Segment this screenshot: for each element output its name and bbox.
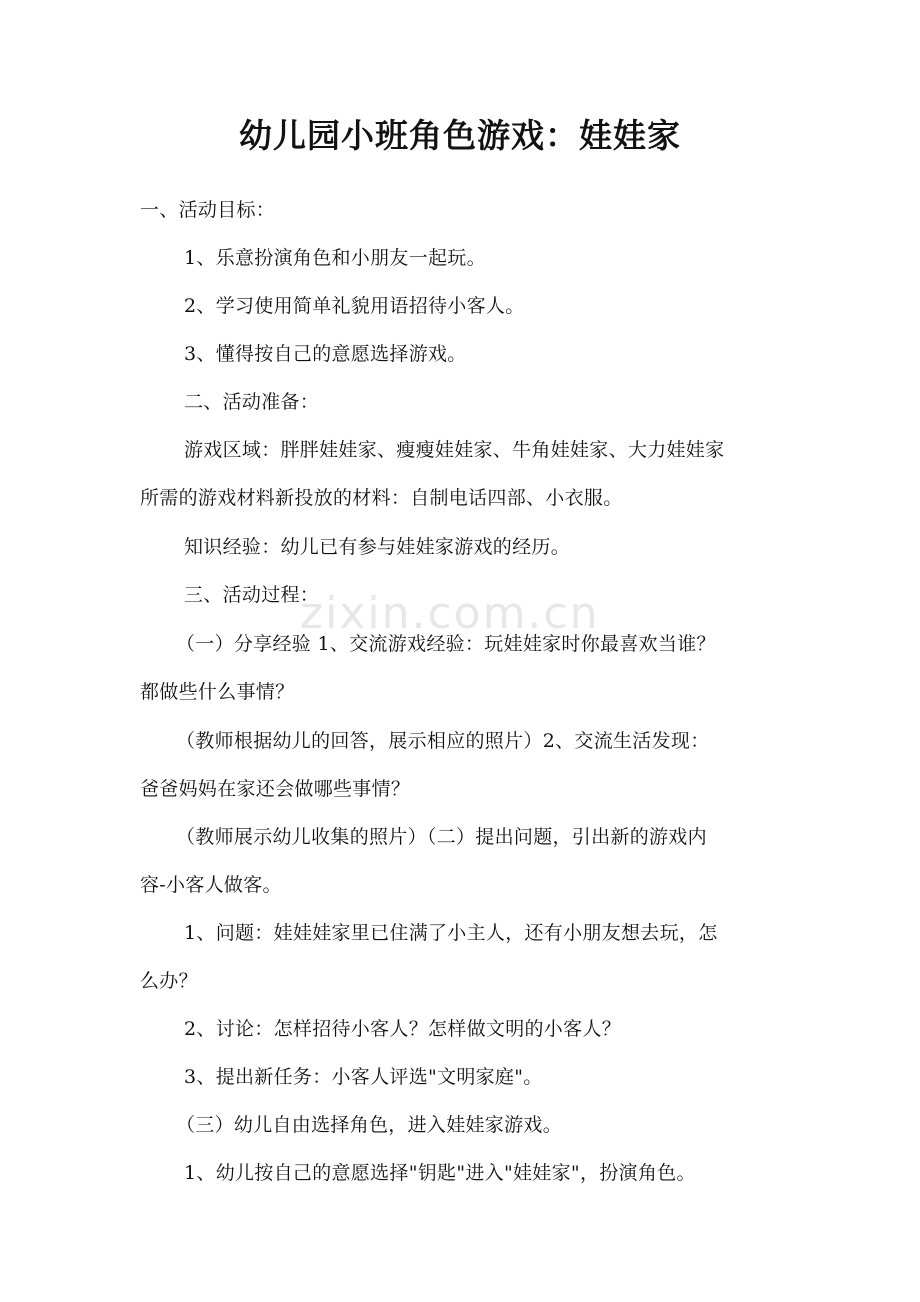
process-text-2-line-1: （教师根据幼儿的回答，展示相应的照片）2、交流生活发现：	[176, 730, 710, 752]
section-heading-preparation: 二、活动准备：	[184, 391, 320, 413]
goal-item-2: 2、学习使用简单礼貌用语招待小客人。	[184, 295, 525, 317]
process-text-3-line-1: （教师展示幼儿收集的照片）（二）提出问题，引出新的游戏内	[176, 826, 707, 848]
process-text-2-line-2: 爸爸妈妈在家还会做哪些事情？	[140, 778, 411, 800]
section-heading-goals: 一、活动目标：	[140, 199, 276, 221]
question-text-line-1: 1、问题：娃娃娃家里已住满了小主人，还有小朋友想去玩，怎	[184, 922, 718, 944]
task-text: 3、提出新任务：小客人评选"文明家庭"。	[184, 1066, 543, 1088]
goal-item-3: 3、懂得按自己的意愿选择游戏。	[184, 343, 467, 365]
free-choice-item-1: 1、幼儿按自己的意愿选择"钥匙"进入"娃娃家"，扮演角色。	[184, 1162, 696, 1184]
process-text-1-line-2: 都做些什么事情？	[140, 681, 295, 703]
free-choice-heading: （三）幼儿自由选择角色，进入娃娃家游戏。	[176, 1114, 563, 1136]
watermark: zixin.com.cn	[300, 588, 600, 639]
knowledge-text: 知识经验：幼儿已有参与娃娃家游戏的经历。	[184, 536, 571, 558]
process-text-3-line-2: 容-小客人做客。	[140, 874, 282, 896]
question-text-line-2: 么办？	[140, 970, 198, 992]
preparation-text-line-2: 所需的游戏材料新投放的材料：自制电话四部、小衣服。	[140, 487, 623, 509]
goal-item-1: 1、乐意扮演角色和小朋友一起玩。	[184, 247, 486, 269]
discussion-text: 2、讨论：怎样招待小客人？怎样做文明的小客人？	[184, 1018, 621, 1040]
process-text-1-line-1: （一）分享经验 1、交流游戏经验：玩娃娃家时你最喜欢当谁？	[176, 633, 716, 655]
preparation-text-line-1: 游戏区域：胖胖娃娃家、瘦瘦娃娃家、牛角娃娃家、大力娃娃家	[184, 439, 725, 461]
document-title: 幼儿园小班角色游戏：娃娃家	[239, 116, 681, 155]
section-heading-process: 三、活动过程：	[184, 584, 320, 606]
